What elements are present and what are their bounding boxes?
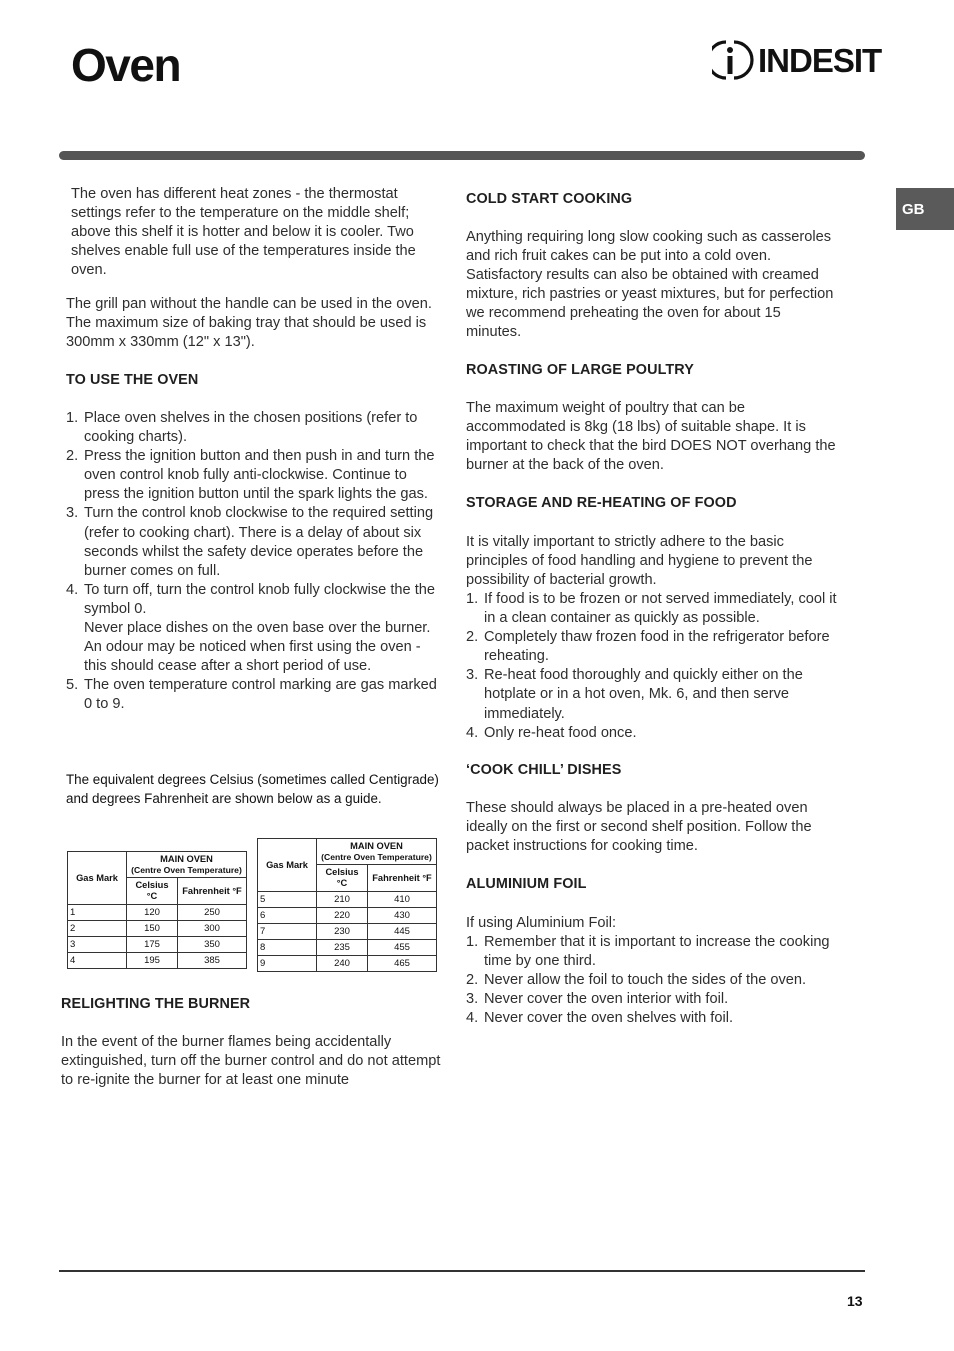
- list-item: 2. Completely thaw frozen food in the refrigerator before reheating.: [466, 629, 830, 665]
- list-item: 5. The oven temperature control marking are gas marked 0 to 9.: [66, 677, 437, 713]
- list-item: 4. Never cover the oven shelves with foil.: [466, 1010, 734, 1027]
- list-item: 3. Re-heat food thoroughly and quickly either on the hotplate or in a hot oven, Mk. 6, and then serve immediately.: [466, 667, 803, 722]
- storage-paragraph: It is vitally important to strictly adhere to the basic principles of food handling and hygiene to prevent the possibility of bacterial growth.: [466, 534, 813, 589]
- brand-logo-text: INDESIT: [758, 42, 882, 79]
- page-number: 13: [847, 1293, 863, 1309]
- storage-heading: STORAGE AND RE-HEATING OF FOOD: [466, 495, 737, 511]
- list-item: 2. Press the ignition button and then push in and turn the oven control knob fully anti-clockwise. Continue to press the ignition button until the spark lights the gas.: [66, 448, 435, 503]
- aluminium-foil-intro: If using Aluminium Foil:: [466, 915, 617, 931]
- table-row: 9 240 465: [258, 956, 437, 972]
- table-header-fahrenheit: Fahrenheit °F: [368, 865, 437, 892]
- table-header-fahrenheit: Fahrenheit °F: [178, 878, 247, 905]
- roasting-heading: ROASTING OF LARGE POULTRY: [466, 362, 694, 378]
- cold-start-heading: COLD START COOKING: [466, 191, 633, 207]
- list-item: 4. To turn off, turn the control knob fully clockwise the the symbol 0. Never place dishes on the oven base over the burner. An odour may be noticed when first using the oven - this should cease after a short period of use.: [66, 581, 435, 675]
- list-item: 2. Never allow the foil to touch the sides of the oven.: [466, 972, 807, 989]
- table-row: 2 150 300: [68, 921, 247, 937]
- table-header-main: MAIN OVEN (Centre Oven Temperature): [317, 839, 437, 865]
- cook-chill-heading: ‘COOK CHILL’ DISHES: [466, 762, 622, 778]
- table-row: 4 195 385: [68, 953, 247, 969]
- list-item: 1. Place oven shelves in the chosen positions (refer to cooking charts).: [66, 410, 418, 446]
- table-header-main: MAIN OVEN (Centre Oven Temperature): [127, 852, 247, 878]
- table-row: 7 230 445: [258, 924, 437, 940]
- use-oven-list: [66, 409, 444, 715]
- language-tab: GB: [896, 188, 954, 230]
- list-item: 3. Turn the control knob clockwise to the required setting (refer to cooking chart). There is a delay of about six seconds whilst the safety device operates before the burner comes on full.: [66, 505, 434, 579]
- table-row: 3 175 350: [68, 937, 247, 953]
- roasting-paragraph: The maximum weight of poultry that can be accommodated is 8kg (18 lbs) of suitable shape. It is important to check that the bird DOES NOT overhang the burner at the back of the oven.: [466, 400, 836, 474]
- table-row: 5 210 410: [258, 892, 437, 908]
- relighting-paragraph: In the event of the burner flames being accidentally extinguished, turn off the burner control and do not attempt to re-ignite the burner for at least one minute: [61, 1034, 441, 1089]
- table-header-celsius: Celsius °C: [127, 878, 178, 905]
- table-header-gas: Gas Mark: [258, 839, 317, 892]
- cold-start-paragraph: Anything requiring long slow cooking such as casseroles and rich fruit cakes can be put into a cold oven. Satisfactory results can also be obtained with creamed mixture, rich pastries or yeast mixtures, but for perfection we recommend preheating the oven for about 15 minutes.: [466, 229, 834, 341]
- page-title: Oven: [71, 39, 181, 91]
- table-row: 8 235 455: [258, 940, 437, 956]
- relighting-heading: RELIGHTING THE BURNER: [61, 996, 251, 1012]
- header-divider: [59, 151, 865, 160]
- intro-paragraph: The oven has different heat zones - the thermostat settings refer to the temperature on the middle shelf; above this shelf it is hotter and below it is cooler. Two shelves enable full use of the temperatures inside the oven.: [71, 186, 416, 279]
- temperature-table-1: [67, 851, 247, 969]
- list-item: 1. Remember that it is important to increase the cooking time by one third.: [466, 934, 830, 970]
- table-row: 1 120 250: [68, 905, 247, 921]
- table-header-celsius: Celsius °C: [317, 865, 368, 892]
- table-header-gas: Gas Mark: [68, 852, 127, 905]
- storage-list: [466, 590, 840, 743]
- use-oven-heading: TO USE THE OVEN: [66, 372, 199, 388]
- aluminium-foil-list: [466, 933, 844, 1028]
- list-item: 1. If food is to be frozen or not served immediately, cool it in a clean container as quickly as possible.: [466, 591, 837, 627]
- table-row: 6 220 430: [258, 908, 437, 924]
- footer-divider: [59, 1270, 865, 1272]
- list-item: 3. Never cover the oven interior with foil.: [466, 991, 729, 1008]
- cook-chill-paragraph: These should always be placed in a pre-heated oven ideally on the first or second shelf position. Follow the packet instructions for cooking time.: [466, 800, 812, 855]
- equivalent-note: The equivalent degrees Celsius (sometimes called Centigrade) and degrees Fahrenheit are shown below as a guide.: [66, 772, 439, 806]
- grill-pan-paragraph: The grill pan without the handle can be used in the oven. The maximum size of baking tray that should be used is 300mm x 330mm (12" x 13").: [66, 296, 432, 351]
- temperature-table-2: [257, 838, 437, 972]
- aluminium-foil-heading: ALUMINIUM FOIL: [466, 876, 587, 892]
- list-item: 4. Only re-heat food once.: [466, 724, 637, 741]
